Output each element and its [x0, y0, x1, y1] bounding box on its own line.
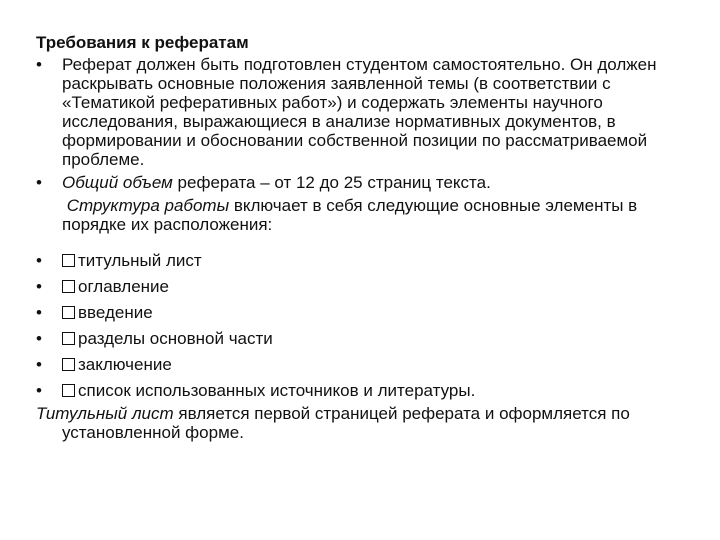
list-item-text: заключение: [78, 355, 172, 374]
paragraph-title-page: [36, 404, 676, 442]
checkbox-icon: [62, 358, 75, 371]
list-item: [36, 251, 676, 270]
slide-title: Требования к рефератам: [36, 33, 249, 52]
paragraph-structure: [36, 196, 676, 234]
structure-label: Структура работы: [66, 196, 230, 215]
bullet-dot: •: [36, 355, 42, 374]
title-page-text: является первой страницей реферата и оформляется по установленной форме.: [62, 404, 630, 442]
list-item: [36, 303, 676, 322]
volume-label: Общий объем: [62, 173, 173, 192]
paragraph-requirements: [36, 55, 676, 169]
checkbox-icon: [62, 384, 75, 397]
bullet-dot: •: [36, 173, 42, 192]
bullet-dot: •: [36, 55, 42, 74]
list-item: [36, 355, 676, 374]
checkbox-icon: [62, 306, 75, 319]
list-item: [36, 329, 676, 348]
checkbox-icon: [62, 254, 75, 267]
checkbox-icon: [62, 280, 75, 293]
volume-text: реферата – от 12 до 25 страниц текста.: [172, 173, 491, 192]
list-item-text: введение: [78, 303, 153, 322]
structure-text: включает в себя следующие основные элементы в порядке их расположения:: [62, 196, 638, 234]
list-item-text: титульный лист: [78, 251, 202, 270]
list-item-text: список использованных источников и литературы.: [78, 381, 476, 400]
bullet-dot: •: [36, 381, 42, 400]
title-page-label: Титульный лист: [36, 404, 174, 423]
bullet-dot: •: [36, 251, 42, 270]
slide-content: [36, 33, 676, 459]
structure-list: [36, 251, 676, 400]
checkbox-icon: [62, 332, 75, 345]
bullet-dot: •: [36, 277, 42, 296]
list-item: [36, 381, 676, 400]
list-item: [36, 277, 676, 296]
paragraph-requirements-text: Реферат должен быть подготовлен студентом самостоятельно. Он должен раскрывать основные положения заявленной темы (в соответствии с «Тематикой реферативных работ») и содержать элементы научного исследования, выражающиеся в анализе нормативных документов, в формировании и обосновании собственной позиции по рассматриваемой проблеме.: [62, 55, 657, 169]
list-item-text: разделы основной части: [78, 329, 273, 348]
bullet-dot: •: [36, 329, 42, 348]
bullet-dot: •: [36, 303, 42, 322]
paragraph-volume: [36, 173, 676, 192]
list-item-text: оглавление: [78, 277, 170, 296]
